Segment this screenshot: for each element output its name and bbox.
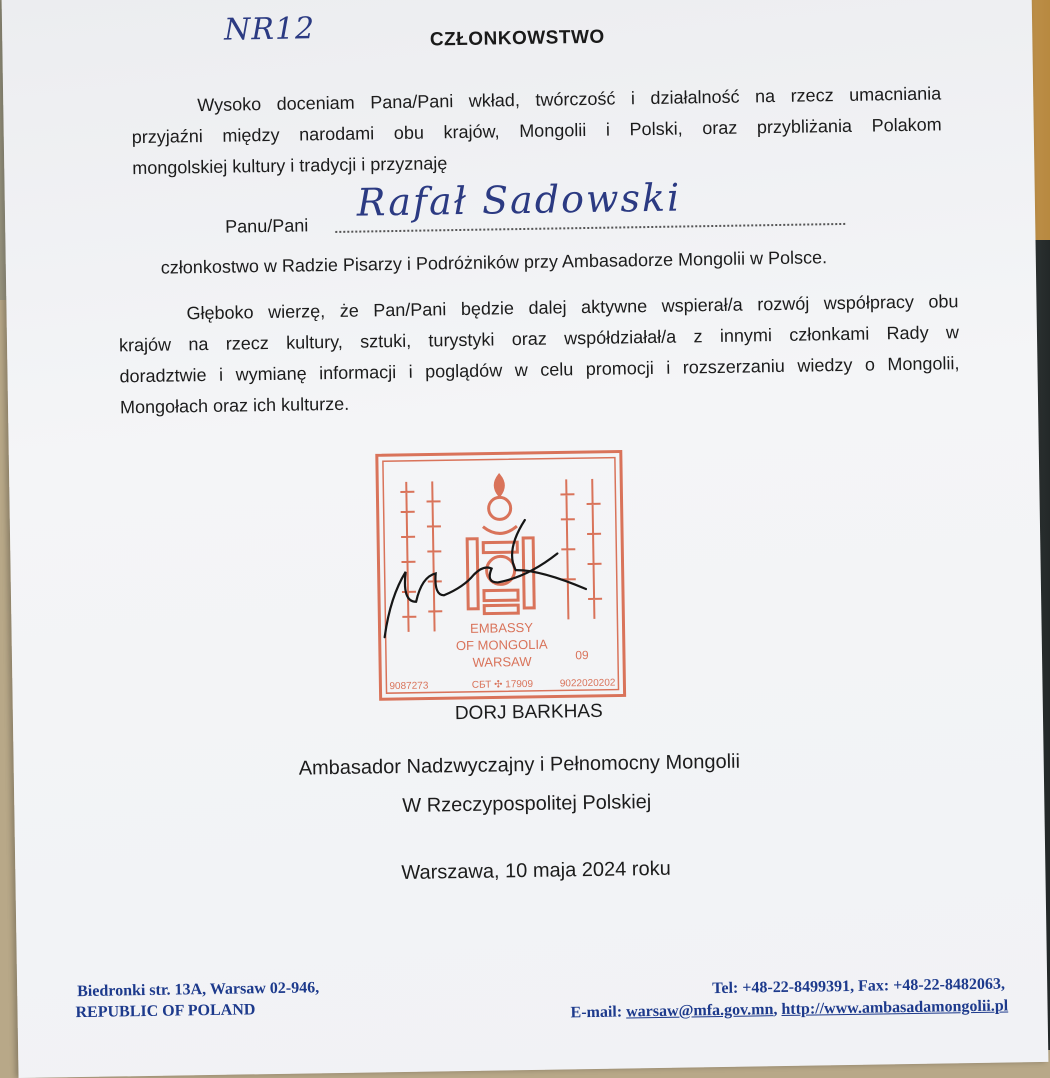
stamp-line-1: EMBASSY — [469, 619, 534, 636]
paragraph-line: Głęboko wierzę, że Pan/Pani będzie dalej aktywne wspierał/a rozwój współpracy obu — [186, 291, 959, 324]
stamp-line-3: WARSAW — [472, 653, 532, 670]
paragraph-appreciation — [131, 78, 942, 184]
recipient-name: Rafał Sadowski — [356, 175, 682, 225]
footer-address-line1: Biedronki str. 13A, Warsaw 02-946, — [77, 979, 320, 1001]
paragraph-line: krajów na rzecz kultury, sztuki, turystyki oraz współdziałał/a z innymi członkami Rady w — [118, 322, 960, 356]
email-label: E-mail: — [570, 1003, 623, 1022]
recipient-label: Panu/Pani — [225, 215, 309, 237]
embassy-stamp — [374, 448, 628, 702]
stamp-side-number: 09 — [575, 648, 589, 663]
paragraph-line: mongolskiej kultury i tradycji i przyznaję — [132, 153, 448, 179]
stamp-code-middle: СБТ ✣ 17909 — [471, 678, 534, 691]
email-link[interactable]: warsaw@mfa.gov.mn — [625, 1001, 774, 1021]
document-title: CZŁONKOWSTWO — [429, 26, 605, 51]
signer-title-line2: W Rzeczypospolitej Polskiej — [402, 791, 652, 817]
footer-address-line2: REPUBLIC OF POLAND — [75, 1001, 256, 1022]
paragraph-line: Wysoko doceniam Pana/Pani wkład, twórczość i działalność na rzecz umacniania — [197, 83, 942, 116]
handwritten-number: NR12 — [223, 11, 316, 48]
signer-title-line1: Ambasador Nadzwyczajny i Pełnomocny Mongolii — [298, 750, 741, 780]
paragraph-line: Mongołach oraz ich kulturze. — [119, 393, 350, 418]
stamp-line-2: OF MONGOLIA — [455, 636, 548, 654]
membership-line: członkostwo w Radzie Pisarzy i Podróżników przy Ambasadorze Mongolii w Polsce. — [160, 247, 828, 278]
soyombo-emblem-icon — [466, 475, 534, 614]
signer-name: DORJ BARKHAS — [454, 700, 603, 725]
paragraph-belief — [118, 286, 960, 423]
date-line: Warszawa, 10 maja 2024 roku — [401, 857, 671, 884]
stamp-code-right: 9022020202 — [559, 677, 616, 690]
footer-email-web: E-mail: warsaw@mfa.gov.mn, http://www.ambasadamongolii.pl — [570, 997, 1009, 1022]
stamp-code-left: 9087273 — [389, 680, 429, 693]
paragraph-line: doradztwie i wymianę informacji i poglądów w celu promocji i rozszerzaniu wiedzy o Mongolii, — [119, 353, 960, 387]
mongolian-script-right — [560, 479, 602, 620]
footer-tel-fax: Tel: +48-22-8499391, Fax: +48-22-8482063, — [712, 975, 1006, 998]
document-paper — [2, 0, 1049, 1078]
website-link[interactable]: http://www.ambasadamongolii.pl — [781, 997, 1009, 1019]
paragraph-line: przyjaźni między narodami obu krajów, Mongolii i Polski, oraz przybliżania Polakom — [131, 114, 942, 148]
mongolian-script-left — [400, 481, 442, 632]
